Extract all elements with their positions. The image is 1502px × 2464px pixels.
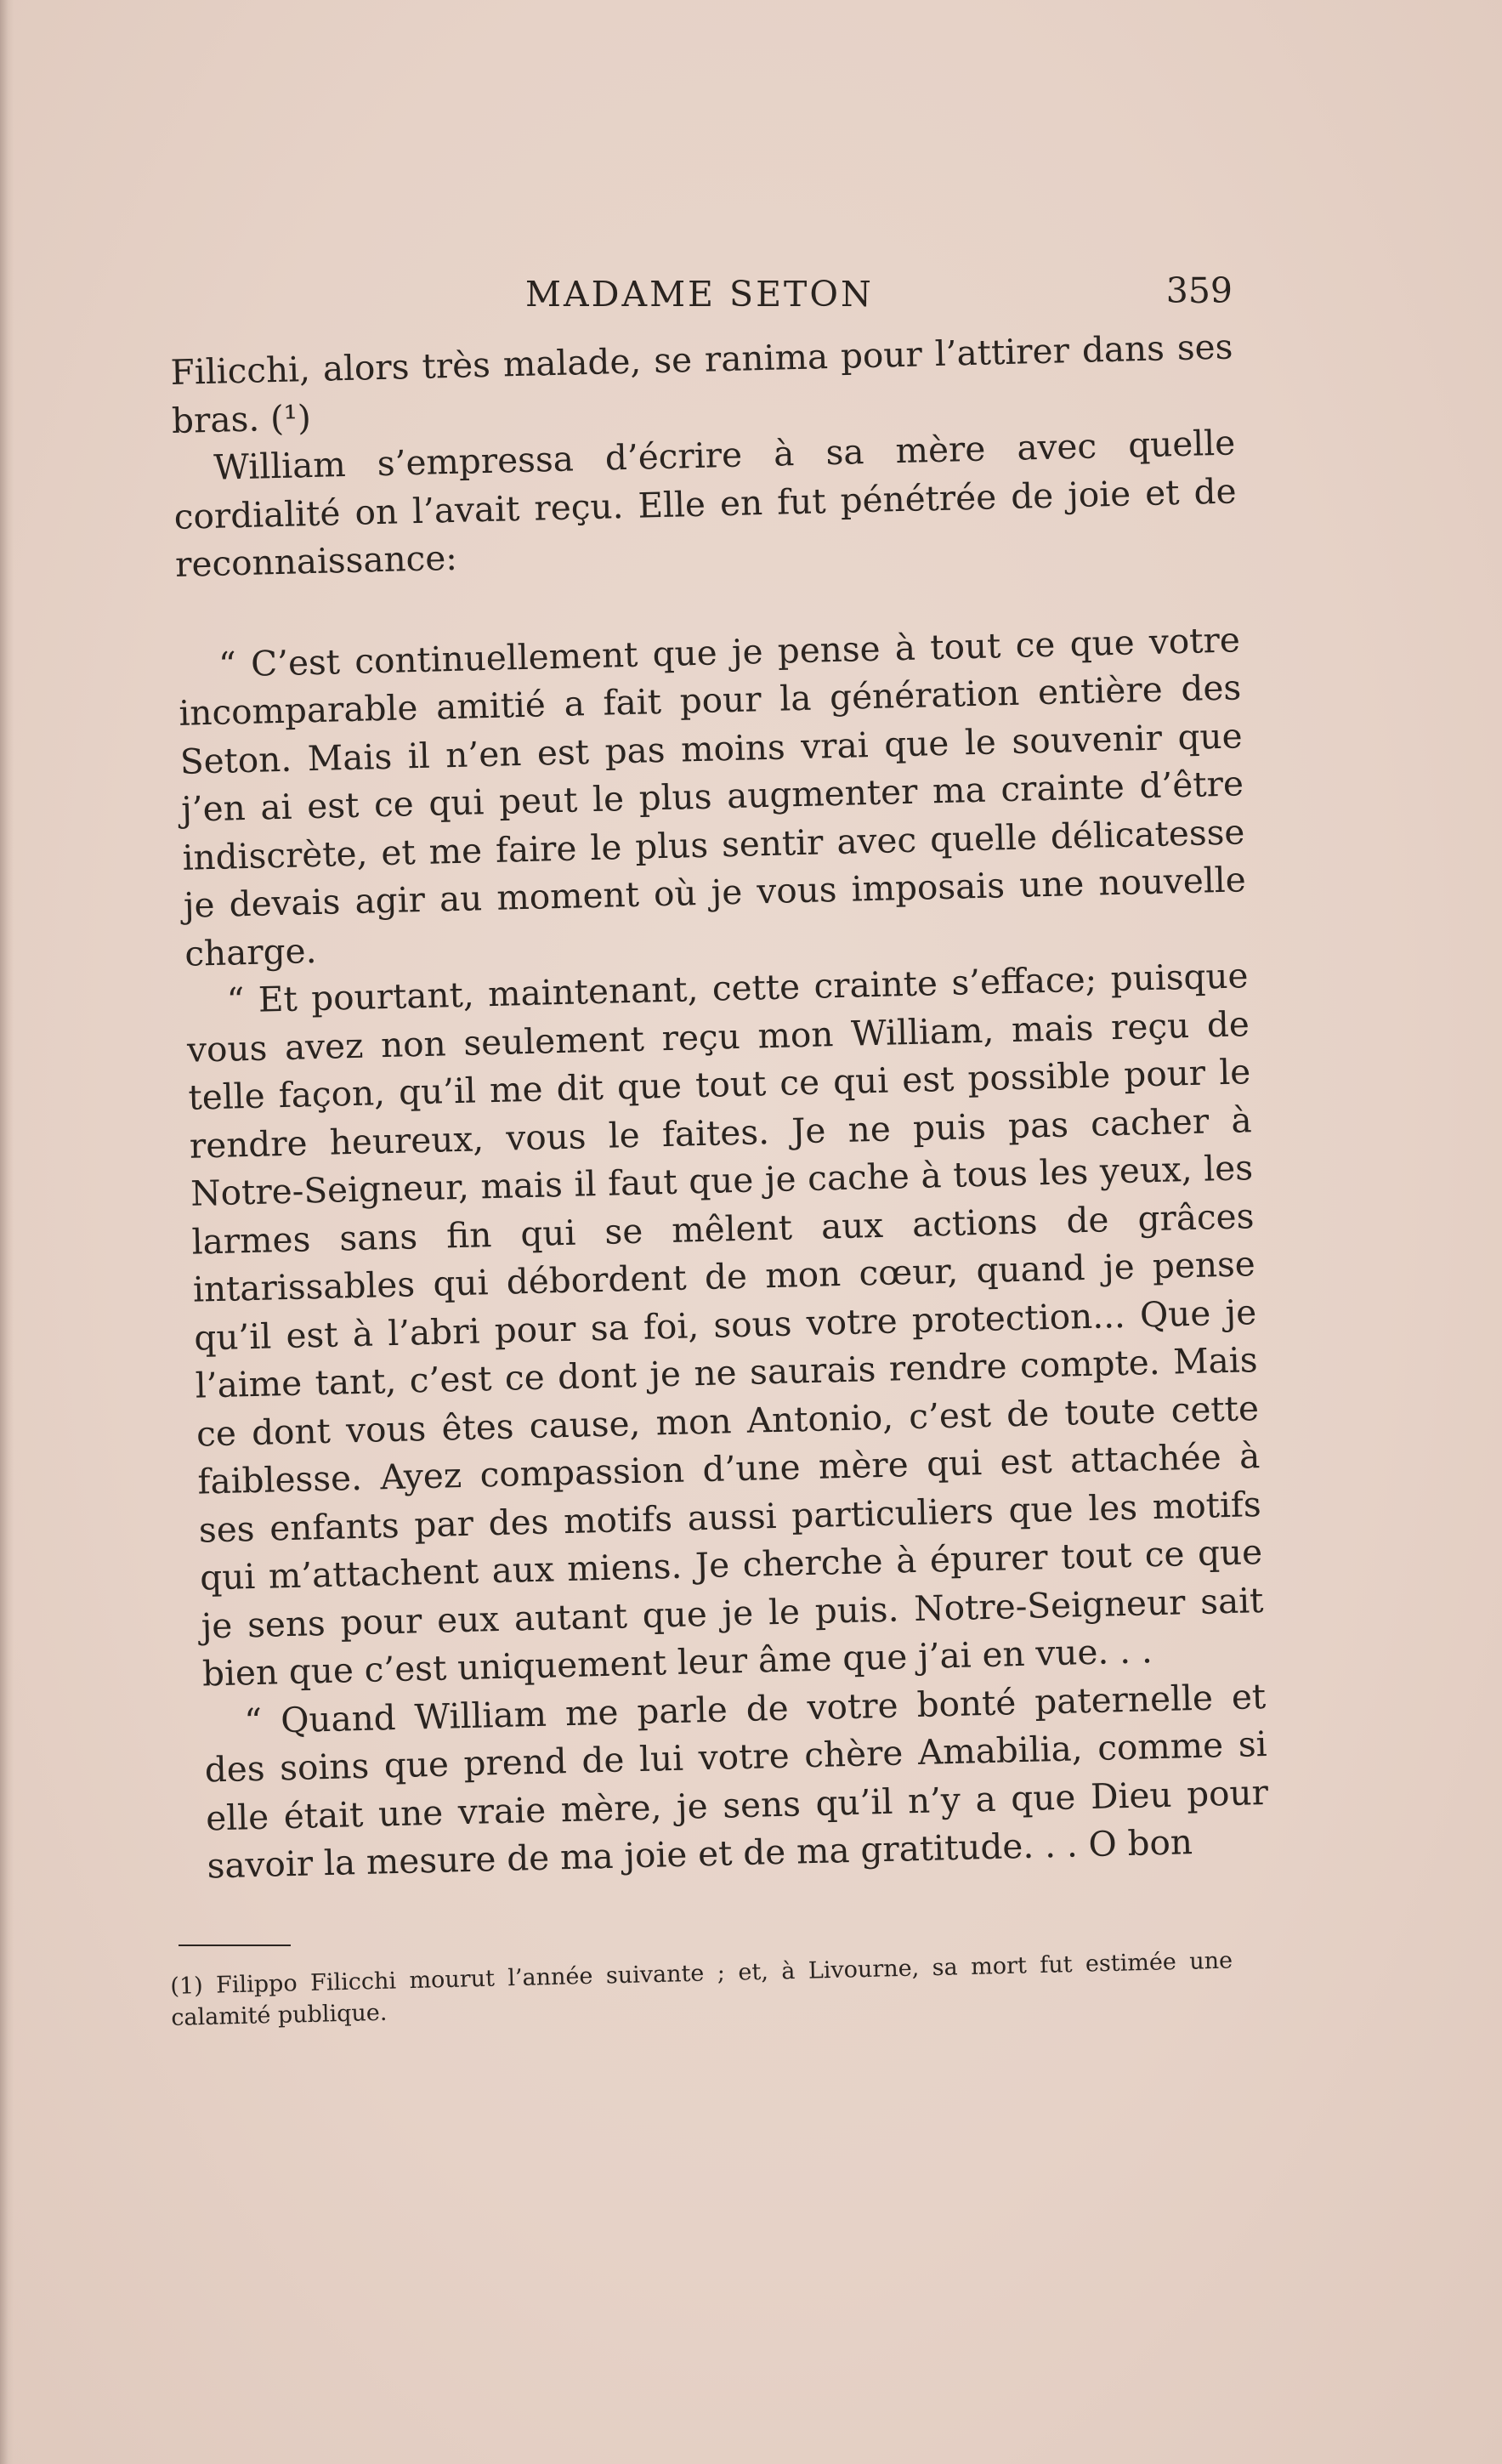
body-text	[170, 322, 1270, 1889]
footnote: (1) Filippo Filicchi mourut l’année suivante ; et, à Livourne, sa mort fut estimée une calamité publique.	[170, 1947, 1233, 2031]
page-number: 359	[1165, 270, 1233, 311]
running-title: MADAME SETON	[525, 274, 874, 315]
paragraph-5: “ Quand William me parle de votre bonté paternelle et des soins que prend de lui votre chère Amabilia, comme si elle était une vraie mère, je sens qu’il n’y a que Dieu pour savoir la mesure de ma joie et de ma gratitude. . . O bon	[204, 1675, 1269, 1887]
paragraph-3: “ C’est continuellement que je pense à tout ce que votre incomparable amitié a fait pour la génération entière des Seton. Mais il n’en est pas moins vrai que le souvenir que j’en ai est ce qui peut le plus augmenter ma crainte d’être indiscrète, et me faire le plus sentir avec quelle délicatesse je devais agir au moment où je vous imposais une nouvelle charge.	[178, 618, 1247, 974]
page-header	[170, 270, 1233, 321]
paragraph-4: “ Et pourtant, maintenant, cette crainte s’efface; puisque vous avez non seulement reçu mon William, mais reçu de telle façon, qu’il me dit que tout ce qui est possible pour le rendre heureux, vous le faites. Je ne puis pas cacher à Notre-Seigneur, mais il faut que je cache à tous les yeux, les larmes sans fin qui se mêlent aux actions de grâces intarissables qui débordent de mon cœur, quand je pense qu’il est à l’abri pour sa foi, sous votre protection... Que je l’aime tant, c’est ce dont je ne saurais rendre compte. Mais ce dont vous êtes cause, mon Antonio, c’est de toute cette faiblesse. Ayez compassion d’une mère qui est attachée à ses enfants par des motifs aussi particuliers que les motifs qui m’attachent aux miens. Je cherche à épurer tout ce que je sens pour eux autant que je le puis. Notre-Seigneur sait bien que c’est uniquement leur âme que j’ai en vue. . .	[186, 955, 1264, 1695]
paragraph-1: Filicchi, alors très malade, se ranima pour l’attirer dans ses bras. (¹)	[170, 326, 1233, 441]
page-edge-shadow	[0, 0, 14, 2464]
paragraph-2: William s’empressa d’écrire à sa mère avec quelle cordialité on l’avait reçu. Elle en fut pénétrée de joie et de reconnaissance:	[173, 422, 1238, 585]
footnote-divider	[179, 1945, 291, 1946]
